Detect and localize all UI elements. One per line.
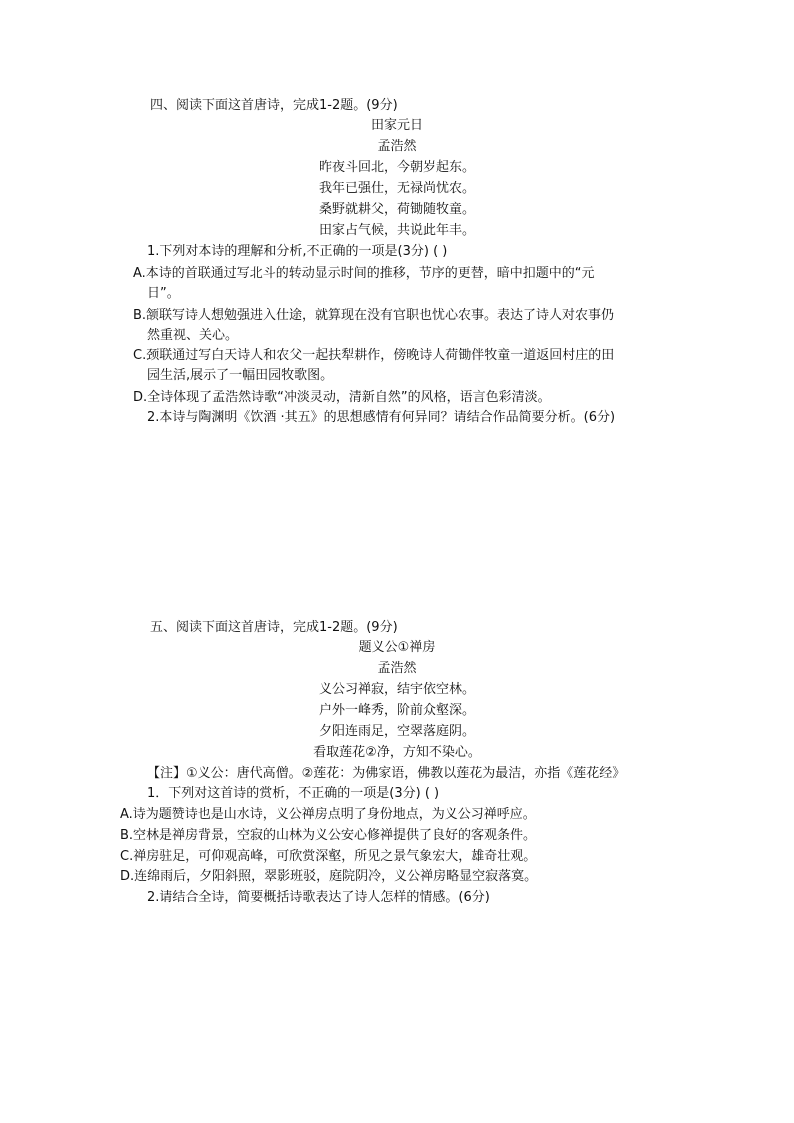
section4-q1-option-d: D.全诗体现了孟浩然诗歌“冲淡灵动，清新自然”的风格，语言色彩清淡。 bbox=[133, 390, 551, 405]
section4-q1-stem: 1.下列对本诗的理解和分析,不正确的一项是(3分) ( ) bbox=[147, 244, 448, 259]
section5-poem-line: 义公习禅寂，结宇依空林。 bbox=[318, 682, 475, 697]
section5-q1-option-d: D.连绵雨后，夕阳斜照，翠影班驳，庭院阴冷，义公禅房略显空寂落寞。 bbox=[120, 869, 538, 884]
section5-q1-option-a: A.诗为题赞诗也是山水诗，义公禅房点明了身份地点，为义公习禅呼应。 bbox=[120, 807, 536, 822]
section4-q1-option-b-cont: 然重视、关心。 bbox=[147, 328, 239, 343]
section4-poem-title: 田家元日 bbox=[370, 118, 423, 133]
section5-poem-line: 户外一峰秀，阶前众壑深。 bbox=[318, 703, 475, 718]
section5-q2: 2.请结合全诗，简要概括诗歌表达了诗人怎样的情感。(6分) bbox=[147, 890, 490, 905]
section5-heading: 五、阅读下面这首唐诗，完成1-2题。(9分) bbox=[150, 620, 398, 635]
section4-q1-option-a-cont: 日”。 bbox=[147, 286, 180, 301]
section4-author: 孟浩然 bbox=[377, 139, 417, 154]
section4-q1-option-a: A.本诗的首联通过写北斗的转动显示时间的推移，节序的更替，暗中扣题中的“元 bbox=[133, 266, 595, 281]
section5-author: 孟浩然 bbox=[377, 661, 417, 676]
section4-poem-line: 昨夜斗回北，今朝岁起东。 bbox=[318, 160, 475, 175]
section5-q1-stem: 1．下列对这首诗的赏析，不正确的一项是(3分) ( ) bbox=[147, 786, 440, 801]
section4-heading: 四、阅读下面这首唐诗，完成1-2题。(9分) bbox=[150, 98, 398, 113]
section4-q2: 2.本诗与陶渊明《饮酒 ·其五》的思想感情有何异同？请结合作品简要分析。(6分) bbox=[147, 410, 616, 425]
section4-poem-line: 田家占气候，共说此年丰。 bbox=[318, 223, 475, 238]
section4-poem-line: 我年已强仕，无禄尚忧农。 bbox=[318, 181, 475, 196]
section5-q1-option-c: C.禅房驻足，可仰观高峰，可欣赏深壑，所见之景气象宏大，雄奇壮观。 bbox=[120, 849, 537, 864]
section5-poem-line: 看取莲花②净，方知不染心。 bbox=[313, 745, 481, 760]
section5-poem-title: 题义公①禅房 bbox=[358, 640, 436, 655]
section4-q1-option-c-cont: 园生活,展示了一幅田园牧歌图。 bbox=[147, 368, 334, 383]
section4-poem-line: 桑野就耕父，荷锄随牧童。 bbox=[318, 202, 475, 217]
section4-q1-option-b: B.颔联写诗人想勉强进入仕途，就算现在没有官职也忧心农事。表达了诗人对农事仍 bbox=[133, 308, 615, 323]
section5-q1-option-b: B.空林是禅房背景，空寂的山林为义公安心修禅提供了良好的客观条件。 bbox=[120, 828, 537, 843]
section4-q1-option-c: C.颈联通过写白天诗人和农父一起扶犁耕作，傍晚诗人荷锄伴牧童一道返回村庄的田 bbox=[133, 348, 615, 363]
section5-note: 【注】①义公：唐代高僧。②莲花：为佛家语，佛教以莲花为最洁，亦指《莲花经》 bbox=[147, 766, 626, 781]
section5-poem-line: 夕阳连雨足，空翠落庭阴。 bbox=[318, 724, 475, 739]
